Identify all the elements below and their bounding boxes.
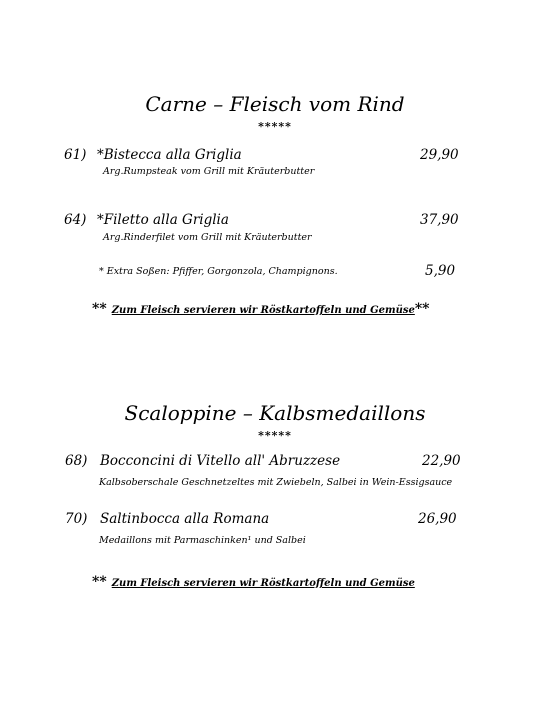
note-stars: ** — [92, 301, 107, 317]
side-dish-note — [92, 298, 429, 317]
item-number: 61) — [64, 147, 87, 163]
side-dish-note — [92, 571, 415, 590]
note-stars: ** — [414, 301, 430, 317]
item-description: Arg.Rumpsteak vom Grill mit Kräuterbutter — [103, 166, 315, 177]
section-stars: ***** — [258, 429, 292, 442]
item-description: Kalbsoberschale Geschnetzeltes mit Zwiebeln, Salbei in Wein-Essigsauce — [99, 477, 453, 488]
note-stars: ** — [92, 574, 107, 590]
extra-sauces-price: 5,90 — [425, 263, 456, 279]
section-stars: ***** — [258, 120, 292, 133]
item-number: 70) — [65, 511, 88, 527]
item-number: 64) — [64, 212, 87, 228]
item-price: 37,90 — [420, 212, 459, 228]
extra-sauces: * Extra Soßen: Pfiffer, Gorgonzola, Champignons. — [99, 266, 338, 277]
item-price: 22,90 — [422, 453, 461, 469]
item-price: 26,90 — [418, 511, 457, 527]
item-description: Arg.Rinderfilet vom Grill mit Kräuterbutter — [103, 232, 312, 243]
item-price: 29,90 — [420, 147, 459, 163]
item-number: 68) — [65, 453, 88, 469]
item-name: Bocconcini di Vitello all' Abruzzese — [100, 453, 341, 469]
item-name: Saltinbocca alla Romana — [100, 511, 270, 527]
item-name: *Bistecca alla Griglia — [97, 147, 242, 163]
section-title-scaloppine: Scaloppine – Kalbsmedaillons — [124, 401, 426, 425]
item-name: *Filetto alla Griglia — [97, 212, 229, 228]
section-title-carne: Carne – Fleisch vom Rind — [145, 92, 405, 116]
note-text: Zum Fleisch servieren wir Röstkartoffeln und Gemüse — [111, 305, 415, 316]
item-description: Medaillons mit Parmaschinken¹ und Salbei — [99, 535, 306, 546]
note-text: Zum Fleisch servieren wir Röstkartoffeln und Gemüse — [111, 578, 415, 589]
